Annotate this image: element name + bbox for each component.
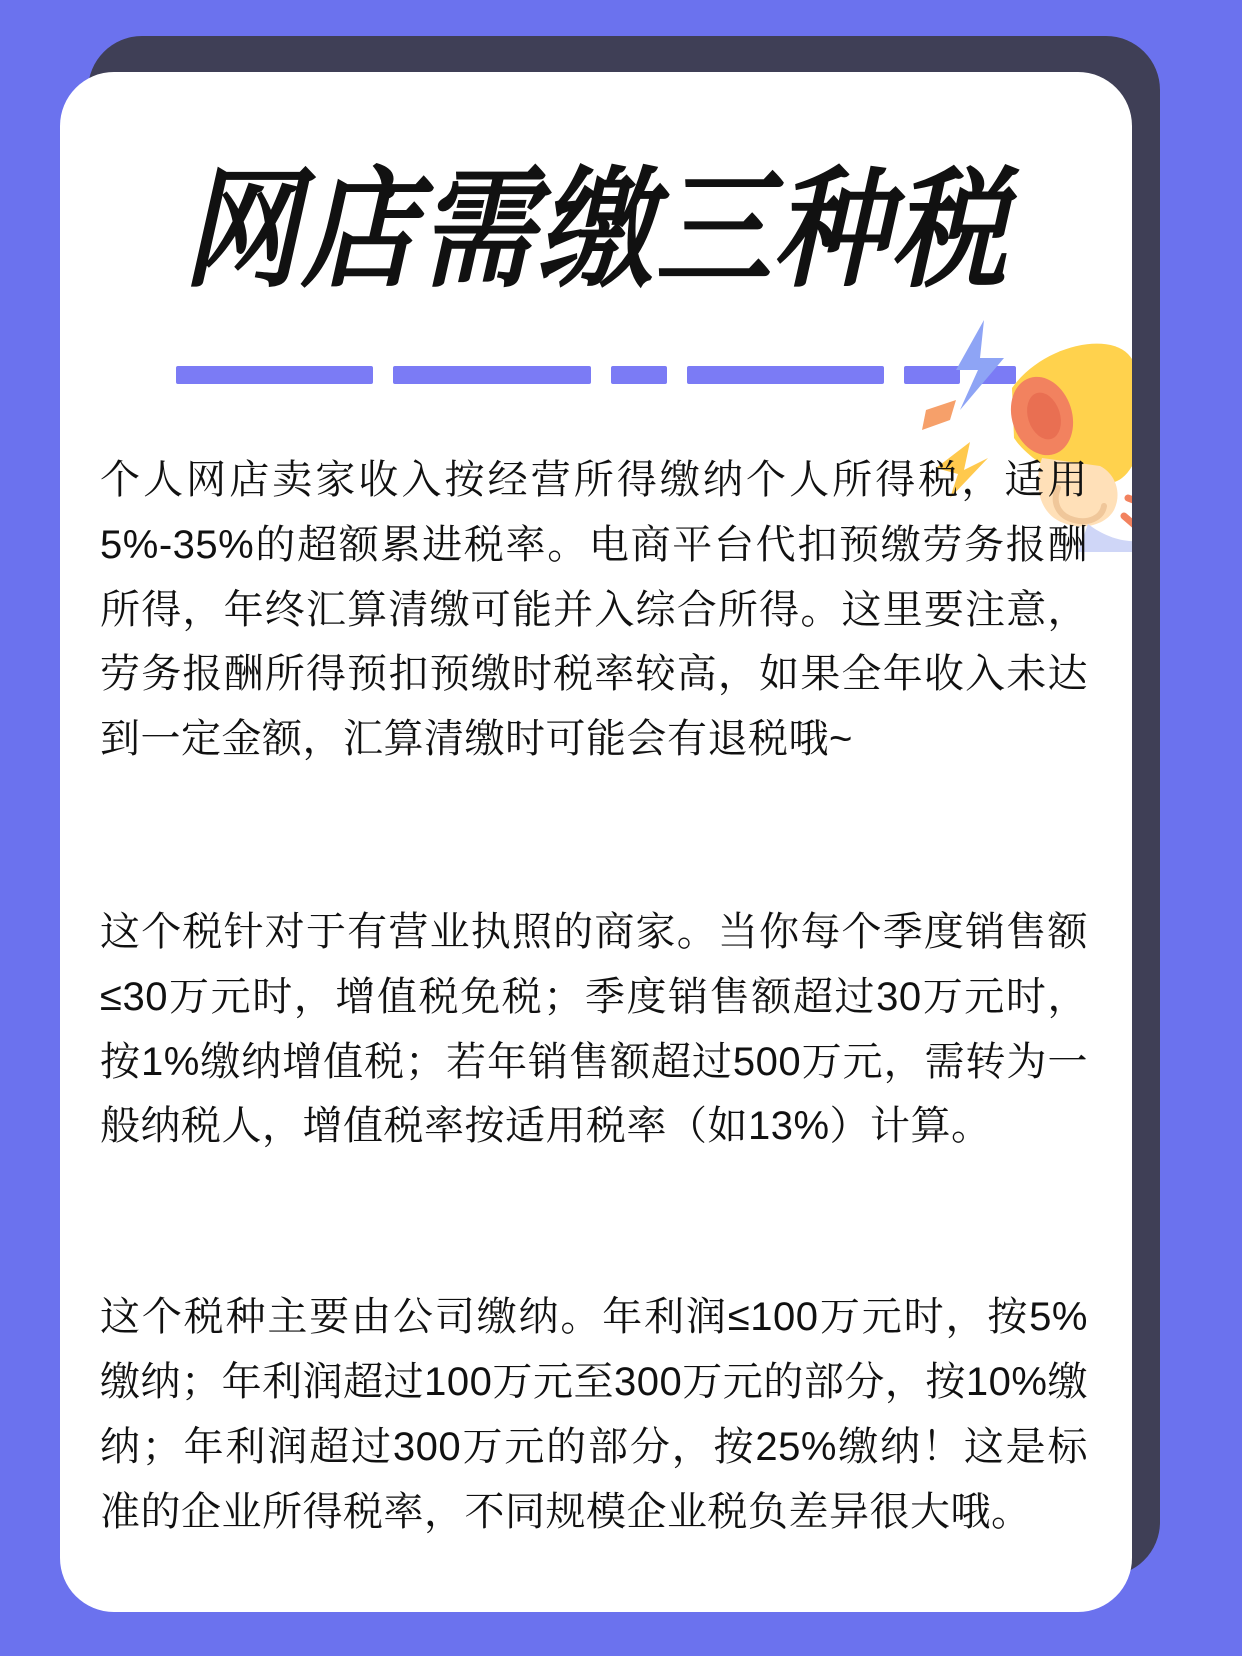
paragraph-corporate-income-tax: 这个税种主要由公司缴纳。年利润≤100万元时，按5%缴纳；年利润超过100万元至300万元的部分，按10%缴纳；年利润超过300万元的部分，按25%缴纳！这是标准的企业所得税率，不同规模企业税负差异很大哦。 — [100, 1295, 1088, 1534]
page-title: 网店需缴三种税 — [183, 154, 1009, 306]
article-body — [60, 448, 1132, 1544]
title-underline-decoration — [176, 366, 1016, 384]
paragraph-personal-income-tax: 个人网店卖家收入按经营所得缴纳个人所得税，适用5%‑35%的超额累进税率。电商平台代扣预缴劳务报酬所得，年终汇算清缴可能并入综合所得。这里要注意，劳务报酬所得预扣预缴时税率较高，如果全年收入未达到一定金额，汇算清缴时可能会有退税哦~ — [100, 458, 1088, 762]
title-block — [60, 154, 1132, 306]
content-card — [60, 72, 1132, 1612]
paragraph-value-added-tax: 这个税针对于有营业执照的商家。当你每个季度销售额≤30万元时，增值税免税；季度销售额超过30万元时，按1%缴纳增值税；若年销售额超过500万元，需转为一般纳税人，增值税率按适用税率（如13%）计算。 — [100, 909, 1088, 1149]
